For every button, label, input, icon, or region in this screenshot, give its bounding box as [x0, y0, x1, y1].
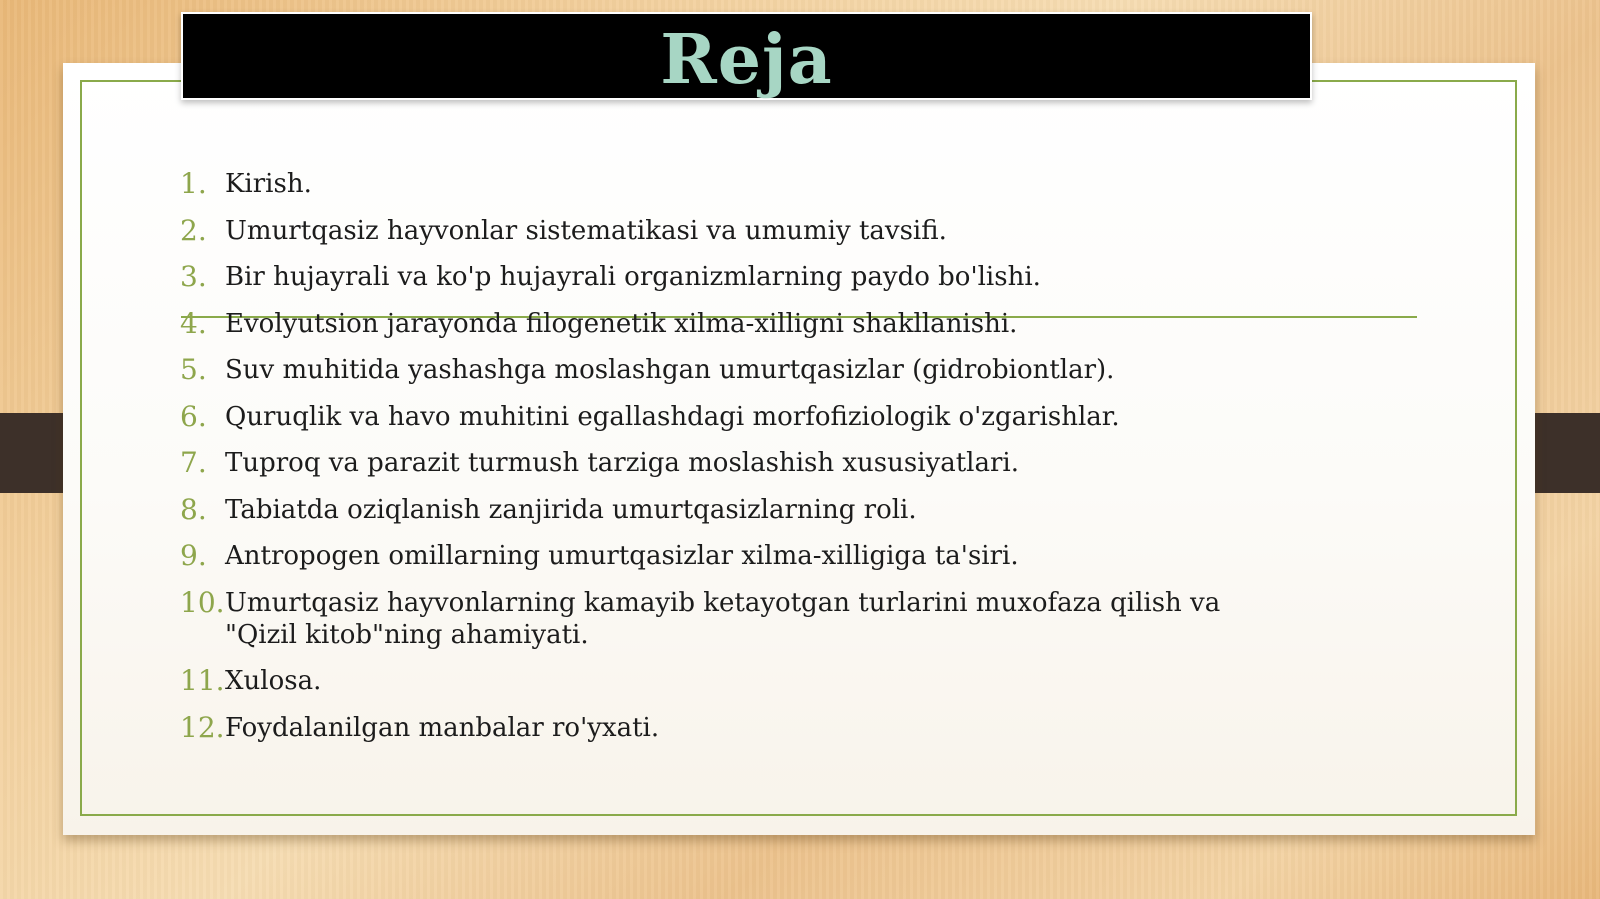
item-number: 3.	[180, 260, 207, 293]
list-item	[180, 308, 1300, 340]
item-number: 4.	[180, 306, 207, 340]
item-text: Suv muhitida yashashga moslashgan umurtqasizlar (gidrobiontlar).	[225, 355, 1115, 385]
item-text: Umurtqasiz hayvonlarning kamayib ketayotgan turlarini muxofaza qilish va "Qizil kitob"ning ahamiyati.	[225, 587, 1221, 650]
list-item	[180, 540, 1300, 572]
list-item	[180, 354, 1300, 386]
item-number: 8.	[180, 492, 207, 526]
item-number: 12.	[180, 710, 225, 744]
list-item	[180, 261, 1300, 293]
item-text: Xulosa.	[225, 666, 322, 696]
item-text: Quruqlik va havo muhitini egallashdagi morfofiziologik o'zgarishlar.	[225, 401, 1120, 432]
item-text: Umurtqasiz hayvonlar sistematikasi va umumiy tavsifi.	[225, 215, 947, 246]
item-number: 7.	[180, 446, 207, 479]
item-number: 5.	[180, 353, 207, 386]
item-number: 11.	[180, 664, 225, 697]
item-number: 1.	[180, 167, 207, 200]
plan-list	[180, 168, 1300, 758]
item-text: Tuproq va parazit turmush tarziga moslashish xususiyatlari.	[225, 448, 1019, 478]
list-item	[180, 168, 1300, 200]
item-number: 2.	[180, 213, 207, 247]
item-text: Tabiatda oziqlanish zanjirida umurtqasizlarning roli.	[225, 494, 917, 525]
list-item	[180, 215, 1300, 247]
slide-title: Reja	[660, 20, 833, 100]
item-text: Kirish.	[225, 169, 312, 199]
item-text: Foydalanilgan manbalar ro'yxati.	[225, 712, 660, 743]
list-item	[180, 494, 1300, 526]
list-item	[180, 665, 1300, 697]
item-text: Evolyutsion jarayonda filogenetik xilma-xilligni shakllanishi.	[225, 308, 1018, 339]
item-number: 10.	[180, 585, 225, 619]
item-text: Antropogen omillarning umurtqasizlar xilma-xilligiga ta'siri.	[225, 541, 1019, 571]
item-number: 6.	[180, 399, 207, 433]
list-item	[180, 447, 1300, 479]
item-text: Bir hujayrali va ko'p hujayrali organizmlarning paydo bo'lishi.	[225, 262, 1041, 292]
title-bar	[181, 12, 1312, 100]
list-item	[180, 587, 1300, 651]
list-item	[180, 401, 1300, 433]
item-number: 9.	[180, 539, 207, 572]
list-item	[180, 712, 1300, 744]
